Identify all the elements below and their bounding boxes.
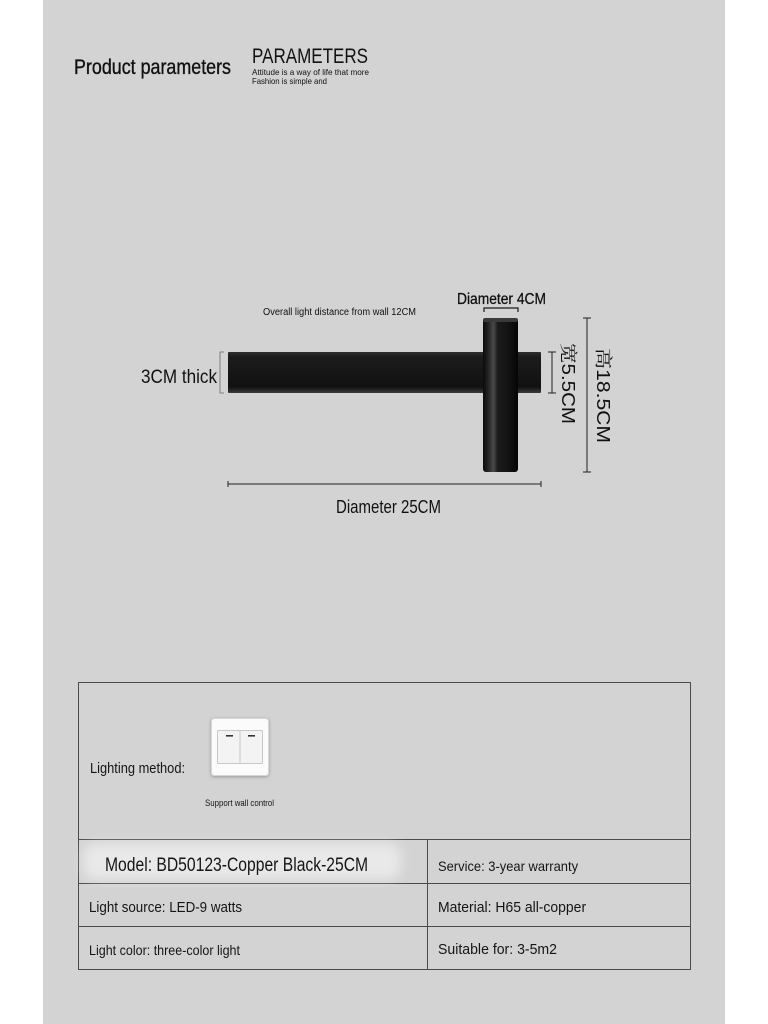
tagline-line-1: Attitude is a way of life that more <box>252 68 370 77</box>
top-diameter-dimension-line <box>484 308 518 312</box>
top-diameter-label: Diameter 4CM <box>457 291 546 308</box>
wall-switch-icon <box>211 718 269 776</box>
light-source-value: Light source: LED-9 watts <box>89 898 243 916</box>
suitable-for-value: Suitable for: 3-5m2 <box>438 941 558 958</box>
suitable-for-cell <box>427 927 690 969</box>
thickness-label: 3CM thick <box>141 367 218 388</box>
lamp-cylinder-head <box>483 318 518 472</box>
parameters-heading: PARAMETERS <box>252 45 368 68</box>
tagline-line-2: Fashion is simple and <box>252 77 327 86</box>
height-dimension-line <box>583 318 591 472</box>
diameter-label: Diameter 25CM <box>336 497 441 517</box>
height-label: 高18.5CM <box>593 348 613 430</box>
wall-distance-label: Overall light distance from wall 12CM <box>263 307 416 318</box>
width-label: 宽5.5CM <box>558 343 578 415</box>
light-color-cell <box>79 927 427 969</box>
spec-row <box>79 883 690 926</box>
wall-control-caption: Support wall control <box>205 798 275 808</box>
page-header <box>0 0 768 100</box>
thickness-bracket <box>220 352 224 393</box>
diameter-dimension-line <box>228 481 541 487</box>
width-dimension-line <box>548 352 556 393</box>
model-cell <box>79 840 427 883</box>
spec-table <box>78 682 691 970</box>
spec-row <box>79 926 690 969</box>
lighting-method-label: Lighting method: <box>90 760 186 777</box>
service-value: Service: 3-year warranty <box>438 857 579 874</box>
material-cell <box>427 884 690 926</box>
lighting-method-row <box>79 683 690 839</box>
service-cell <box>427 840 690 883</box>
light-source-cell <box>79 884 427 926</box>
page-title: Product parameters <box>74 56 231 79</box>
lamp-cylinder-cap <box>483 318 518 322</box>
light-color-value: Light color: three-color light <box>89 942 240 958</box>
model-value: Model: BD50123-Copper Black-25CM <box>105 854 369 876</box>
material-value: Material: H65 all-copper <box>438 898 587 916</box>
spec-row <box>79 839 690 883</box>
lamp-dimension-diagram <box>0 270 768 530</box>
